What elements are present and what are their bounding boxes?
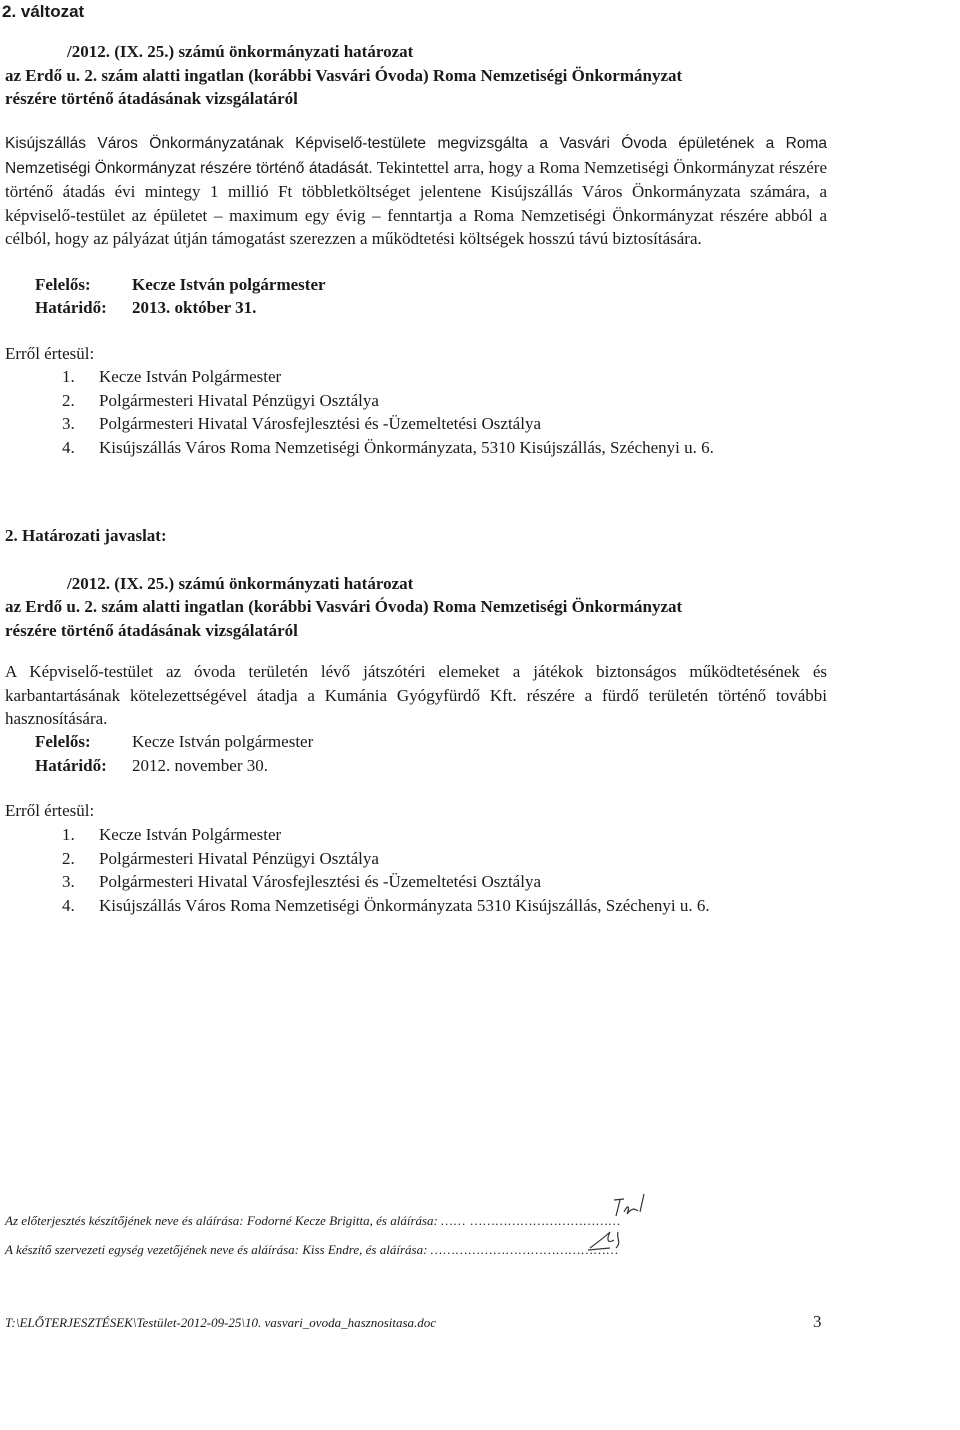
page-number: 3	[813, 1312, 822, 1331]
list-item: 2. Polgármesteri Hivatal Pénzügyi Osztálya	[62, 848, 379, 868]
notify-label-2: Erről értesül:	[5, 801, 95, 820]
section-2-heading: 2. Határozati javaslat:	[5, 526, 167, 545]
responsible-row-1	[35, 275, 326, 295]
department-head-signature-line: A készítő szervezeti egység vezetőjének neve és aláírása: Kiss Endre, és aláírása: ………………………………………	[5, 1242, 620, 1257]
body-sans-part: Kisújszállás Város Önkormányzatának Képviselő-testülete megvizsgálta a Vasvári Óvoda épületének a Roma Nemzetiségi Önkormányzat részére történő átadását.	[5, 135, 827, 177]
variant-label: 2. változat	[2, 2, 85, 21]
notify-list-1	[62, 365, 714, 459]
responsible-value: Kecze István polgármester	[132, 275, 326, 294]
responsible-value: Kecze István polgármester	[132, 732, 314, 751]
responsible-label: Felelős:	[35, 275, 91, 294]
deadline-row-2	[35, 756, 268, 776]
notify-label-1: Erről értesül:	[5, 344, 95, 363]
list-item: 3. Polgármesteri Hivatal Városfejlesztési és -Üzemeltetési Osztálya	[62, 872, 541, 891]
resolution-number-1: /2012. (IX. 25.) számú önkormányzati határozat	[67, 42, 414, 61]
responsible-row-2	[35, 732, 313, 752]
resolution-body-2: A Képviselő-testület az óvoda területén lévő játszótéri elemeket a játékok biztonságos működtetésének és karbantartásának kötelezettségével átadja a Kumánia Gyógyfürdő Kft. részére a fürdő területén történő további hasznosítására.	[5, 662, 827, 728]
deadline-label: Határidő:	[35, 298, 107, 317]
resolution-title-1-line2: az Erdő u. 2. szám alatti ingatlan (korábbi Vasvári Óvoda) Roma Nemzetiségi Önkormányzat	[5, 66, 683, 85]
file-path: T:\ELŐTERJESZTÉSEK\Testület-2012-09-25\10. vasvari_ovoda_hasznositasa.doc	[5, 1315, 437, 1330]
resolution-title-2-line3: részére történő átadásának vizsgálatáról	[5, 621, 298, 640]
list-item: 4. Kisújszállás Város Roma Nemzetiségi Önkormányzata, 5310 Kisújszállás, Széchenyi u. 6.	[62, 437, 714, 457]
preparer-signature-scribble	[600, 1192, 670, 1222]
resolution-title-2-line2: az Erdő u. 2. szám alatti ingatlan (korábbi Vasvári Óvoda) Roma Nemzetiségi Önkormányzat	[5, 597, 683, 616]
list-item: 1. Kecze István Polgármester	[62, 367, 282, 386]
list-item: 2. Polgármesteri Hivatal Pénzügyi Osztálya	[62, 390, 379, 410]
deadline-label: Határidő:	[35, 756, 107, 775]
resolution-body-1	[5, 131, 827, 251]
resolution-number-2: /2012. (IX. 25.) számú önkormányzati határozat	[67, 574, 414, 593]
notify-list-2	[62, 823, 710, 917]
list-item: 1. Kecze István Polgármester	[62, 825, 282, 844]
resolution-title-1-line3: részére történő átadásának vizsgálatáról	[5, 89, 298, 108]
body-serif-part: Tekintettel arra, hogy a Roma Nemzetiségi Önkormányzat részére történő átadás évi mintegy 1 millió Ft többletköltséget jelentene Kisújszállás Város Önkormányzata számára, a képviselő-testület az épületet – maximum egy évig – fenntartja a Roma Nemzetiségi Önkormányzat részére abból a célból, hogy az pályázat útján támogatást szerezzen a működtetési költségek hosszú távú biztosítására.	[5, 157, 827, 248]
list-item: 4. Kisújszállás Város Roma Nemzetiségi Önkormányzata 5310 Kisújszállás, Széchenyi u. 6.	[62, 895, 710, 915]
list-item: 3. Polgármesteri Hivatal Városfejlesztési és -Üzemeltetési Osztálya	[62, 414, 541, 433]
deadline-value: 2013. október 31.	[132, 298, 257, 317]
deadline-value: 2012. november 30.	[132, 756, 268, 775]
responsible-label: Felelős:	[35, 732, 91, 751]
department-head-signature-scribble	[580, 1226, 650, 1256]
deadline-row-1	[35, 298, 256, 318]
preparer-signature-line: Az előterjesztés készítőjének neve és aláírása: Fodorné Kecze Brigitta, és aláírása: …… ………………………………	[5, 1213, 622, 1228]
